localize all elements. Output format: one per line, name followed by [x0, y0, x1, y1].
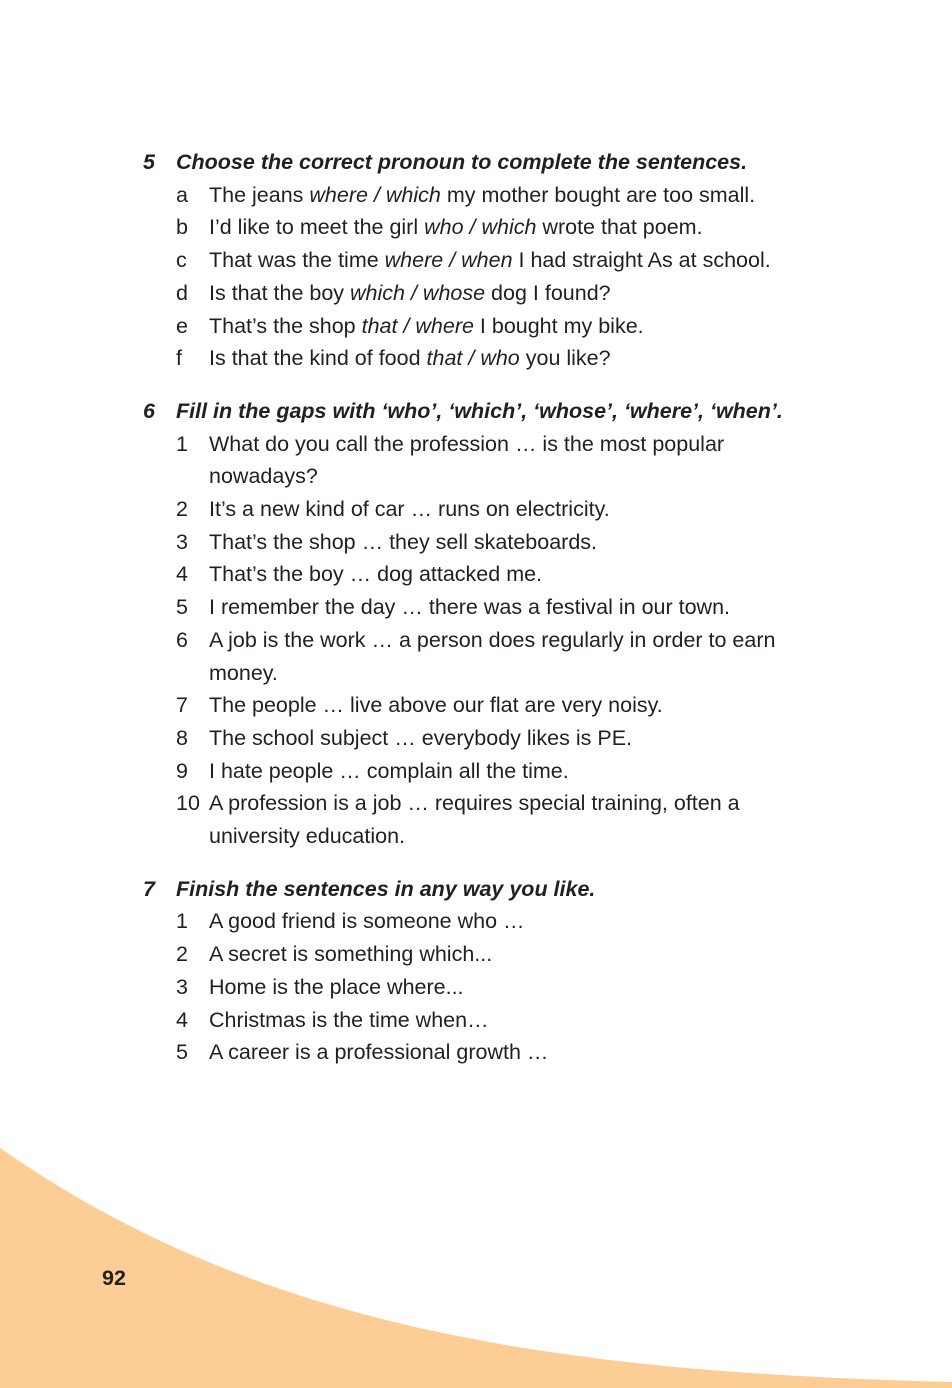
exercise-number: 5 [143, 150, 155, 174]
item-line: A career is a professional growth … [209, 1040, 549, 1065]
item-marker: e [176, 313, 188, 338]
sentence-fragment: I bought my bike. [473, 313, 644, 338]
sentence-fragment: my mother bought are too small. [440, 182, 756, 207]
sentence-fragment: Is that the kind of food [209, 346, 427, 371]
list-item [176, 971, 903, 1004]
list-item [176, 1004, 903, 1037]
list-item [176, 591, 903, 624]
list-item [176, 179, 903, 212]
exercise-items [143, 179, 903, 375]
item-text [209, 310, 903, 343]
page-number: 92 [102, 1266, 126, 1290]
item-text [209, 591, 903, 624]
pronoun-choice: that / where [361, 313, 474, 338]
item-marker: 8 [176, 725, 188, 750]
exercise-heading [143, 146, 903, 179]
item-marker: 3 [176, 529, 188, 554]
sentence-fragment: wrote that poem. [536, 215, 703, 240]
item-line: What do you call the profession … is the most popular [209, 431, 725, 456]
item-text [209, 1004, 903, 1037]
list-item [176, 428, 903, 493]
list-item [176, 1036, 903, 1069]
exercise-heading [143, 873, 903, 906]
sentence-fragment: I’d like to meet the girl [209, 215, 425, 240]
pronoun-choice: where / which [309, 182, 441, 207]
sentence-fragment: dog I found? [485, 280, 611, 305]
item-marker: d [176, 280, 188, 305]
list-item [176, 526, 903, 559]
item-line: A job is the work … a person does regularly in order to earn [209, 627, 776, 652]
sentence-fragment: That’s the shop [209, 313, 362, 338]
item-text [209, 689, 903, 722]
pronoun-choice: who / which [424, 215, 537, 240]
exercise-list [143, 146, 903, 1089]
exercise-items [143, 428, 903, 853]
list-item [176, 342, 903, 375]
item-text [209, 277, 903, 310]
list-item [176, 211, 903, 244]
item-marker: c [176, 248, 187, 273]
item-line: money. [209, 660, 278, 685]
sentence-fragment: That was the time [209, 248, 385, 273]
item-line: That’s the boy … dog attacked me. [209, 562, 543, 587]
item-line: A secret is something which... [209, 942, 493, 967]
pronoun-choice: where / when [384, 248, 513, 273]
list-item [176, 624, 903, 689]
list-item [176, 310, 903, 343]
exercise-instruction: Finish the sentences in any way you like. [176, 876, 596, 901]
list-item [176, 493, 903, 526]
item-line: I remember the day … there was a festival in our town. [209, 595, 731, 620]
orange-curve-shape [0, 1148, 952, 1388]
list-item [176, 938, 903, 971]
item-marker: 10 [176, 791, 200, 816]
item-line: A profession is a job … requires special training, often a [209, 791, 740, 816]
sentence-fragment: The jeans [209, 182, 310, 207]
item-marker: 4 [176, 562, 188, 587]
list-item [176, 905, 903, 938]
item-marker: 5 [176, 595, 188, 620]
item-line: nowadays? [209, 464, 318, 489]
item-text [209, 787, 903, 852]
item-line: It’s a new kind of car … runs on electricity. [209, 497, 610, 521]
exercise-instruction: Choose the correct pronoun to complete the sentences. [176, 150, 748, 174]
item-text [209, 722, 903, 755]
sentence-fragment: you like? [519, 346, 611, 371]
list-item [176, 277, 903, 310]
exercise-heading [143, 395, 903, 428]
pronoun-choice: that / who [426, 346, 520, 371]
list-item [176, 787, 903, 852]
item-marker: 2 [176, 942, 188, 967]
item-text [209, 971, 903, 1004]
item-text [209, 428, 903, 493]
item-line: I hate people … complain all the time. [209, 758, 569, 783]
item-marker: 1 [176, 431, 188, 456]
item-line: university education. [209, 824, 405, 849]
item-marker: 5 [176, 1040, 188, 1065]
item-line: The school subject … everybody likes is PE. [209, 725, 633, 750]
item-marker: 2 [176, 497, 188, 521]
item-marker: 7 [176, 693, 188, 718]
item-text [209, 179, 903, 212]
item-text [209, 526, 903, 559]
exercise-instruction: Fill in the gaps with ‘who’, ‘which’, ‘whose’, ‘where’, ‘when’. [176, 398, 783, 423]
sentence-fragment: I had straight As at school. [512, 248, 771, 273]
list-item [176, 689, 903, 722]
item-text [209, 905, 903, 938]
item-marker: a [176, 182, 188, 207]
item-line: A good friend is someone who … [209, 909, 525, 934]
list-item [176, 558, 903, 591]
item-marker: 1 [176, 909, 188, 934]
item-text [209, 755, 903, 788]
item-line: The people … live above our flat are very noisy. [209, 693, 663, 718]
exercise-items [143, 905, 903, 1069]
list-item [176, 755, 903, 788]
item-text [209, 493, 903, 526]
item-text [209, 244, 903, 277]
list-item [176, 244, 903, 277]
pronoun-choice: which / whose [350, 280, 486, 305]
item-text [209, 624, 903, 689]
item-text [209, 211, 903, 244]
item-text [209, 558, 903, 591]
item-line: Christmas is the time when… [209, 1007, 489, 1032]
item-line: That’s the shop … they sell skateboards. [209, 529, 598, 554]
exercise-7 [143, 873, 903, 1069]
item-text [209, 938, 903, 971]
item-marker: 6 [176, 627, 188, 652]
sentence-fragment: Is that the boy [209, 280, 351, 305]
exercise-6 [143, 395, 903, 853]
exercise-number: 6 [143, 398, 155, 423]
exercise-5 [143, 146, 903, 375]
list-item [176, 722, 903, 755]
item-line: Home is the place where... [209, 974, 464, 999]
item-marker: 4 [176, 1007, 188, 1032]
item-marker: 9 [176, 758, 188, 783]
item-text [209, 342, 903, 375]
item-marker: 3 [176, 974, 188, 999]
exercise-number: 7 [143, 876, 155, 901]
item-marker: b [176, 215, 188, 240]
item-text [209, 1036, 903, 1069]
item-marker: f [176, 346, 182, 371]
